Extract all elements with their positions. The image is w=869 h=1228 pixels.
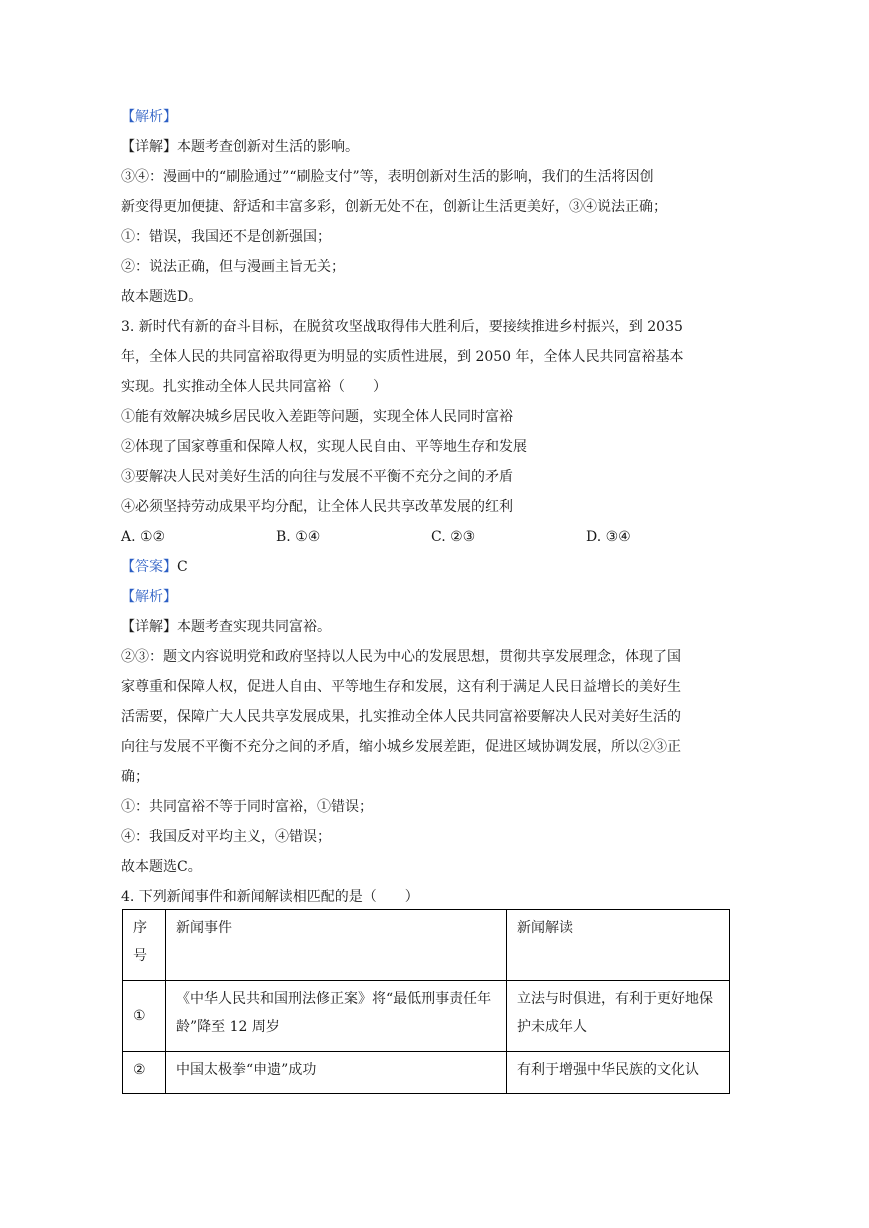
text-block-q3-analysis <box>121 552 741 912</box>
header-num-line1: 序 <box>133 920 147 936</box>
text-line: 实现。扎实推动全体人民共同富裕（ ） <box>121 379 387 395</box>
text-line: 年，全体人民的共同富裕取得更为明显的实质性进展，到 2050 年，全体人民共同富裕基本 <box>121 349 684 365</box>
text-line: 向往与发展不平衡不充分之间的矛盾，缩小城乡发展差距，促进区域协调发展，所以②③正 <box>121 739 681 755</box>
option-c: C. ②③ <box>431 529 476 545</box>
text-line: ④必须坚持劳动成果平均分配，让全体人民共享改革发展的红利 <box>121 499 513 515</box>
row-event: 《中华人民共和国刑法修正案》将“最低刑事责任年龄”降至 12 周岁 <box>166 981 507 1052</box>
text-line: 【详解】本题考查实现共同富裕。 <box>121 619 331 635</box>
text-line: ③④：漫画中的“刷脸通过”“刷脸支付”等，表明创新对生活的影响，我们的生活将因创 <box>121 169 654 185</box>
text-line: 新变得更加便捷、舒适和丰富多彩，创新无处不在，创新让生活更美好，③④说法正确； <box>121 199 667 215</box>
table-header-row <box>123 910 730 981</box>
text-line: ②③：题文内容说明党和政府坚持以人民为中心的发展思想，贯彻共享发展理念，体现了国 <box>121 649 681 665</box>
text-line: ①能有效解决城乡居民收入差距等问题，实现全体人民同时富裕 <box>121 409 513 425</box>
document-body <box>121 102 741 912</box>
text-line: ②体现了国家尊重和保障人权，实现人民自由、平等地生存和发展 <box>121 439 527 455</box>
row-event: 中国太极拳“申遗”成功 <box>166 1052 507 1094</box>
text-line: 【解析】 <box>121 109 177 125</box>
row-reading: 有利于增强中华民族的文化认 <box>507 1052 730 1094</box>
answer-options <box>121 522 741 552</box>
text-line: 活需要，保障广大人民共享发展成果，扎实推动全体人民共同富裕要解决人民对美好生活的 <box>121 709 681 725</box>
option-d: D. ③④ <box>586 529 631 545</box>
text-line: 【解析】 <box>121 589 177 605</box>
text-line: ④：我国反对平均主义，④错误； <box>121 829 331 845</box>
header-num-line2: 号 <box>133 948 147 964</box>
text-line: 家尊重和保障人权，促进人自由、平等地生存和发展，这有利于满足人民日益增长的美好生 <box>121 679 681 695</box>
header-event: 新闻事件 <box>166 910 507 981</box>
news-table <box>122 909 730 1094</box>
text-line: 故本题选C。 <box>121 859 202 875</box>
option-a: A. ①② <box>121 529 166 545</box>
text-line: 3. 新时代有新的奋斗目标，在脱贫攻坚战取得伟大胜利后，要接续推进乡村振兴，到 2035 <box>121 319 683 335</box>
row-num: ② <box>123 1052 166 1094</box>
text-line: ②：说法正确，但与漫画主旨无关； <box>121 259 345 275</box>
table-row <box>123 1052 730 1094</box>
text-line <box>121 552 741 582</box>
header-num <box>123 910 166 981</box>
text-line: 4. 下列新闻事件和新闻解读相匹配的是（ ） <box>121 889 419 905</box>
row-num: ① <box>123 981 166 1052</box>
option-b: B. ①④ <box>276 529 321 545</box>
text-line: ③要解决人民对美好生活的向往与发展不平衡不充分之间的矛盾 <box>121 469 513 485</box>
table-row <box>123 981 730 1052</box>
text-line: 故本题选D。 <box>121 289 203 305</box>
text-block-q2-analysis <box>121 102 741 522</box>
answer-label: 【答案】 <box>121 559 177 575</box>
row-reading: 立法与时俱进，有利于更好地保护未成年人 <box>507 981 730 1052</box>
answer-value: C <box>177 559 188 575</box>
header-reading: 新闻解读 <box>507 910 730 981</box>
text-line: 【详解】本题考查创新对生活的影响。 <box>121 139 359 155</box>
text-line: ①：共同富裕不等于同时富裕，①错误； <box>121 799 373 815</box>
text-line: ①：错误，我国还不是创新强国； <box>121 229 331 245</box>
text-line: 确； <box>121 769 149 785</box>
